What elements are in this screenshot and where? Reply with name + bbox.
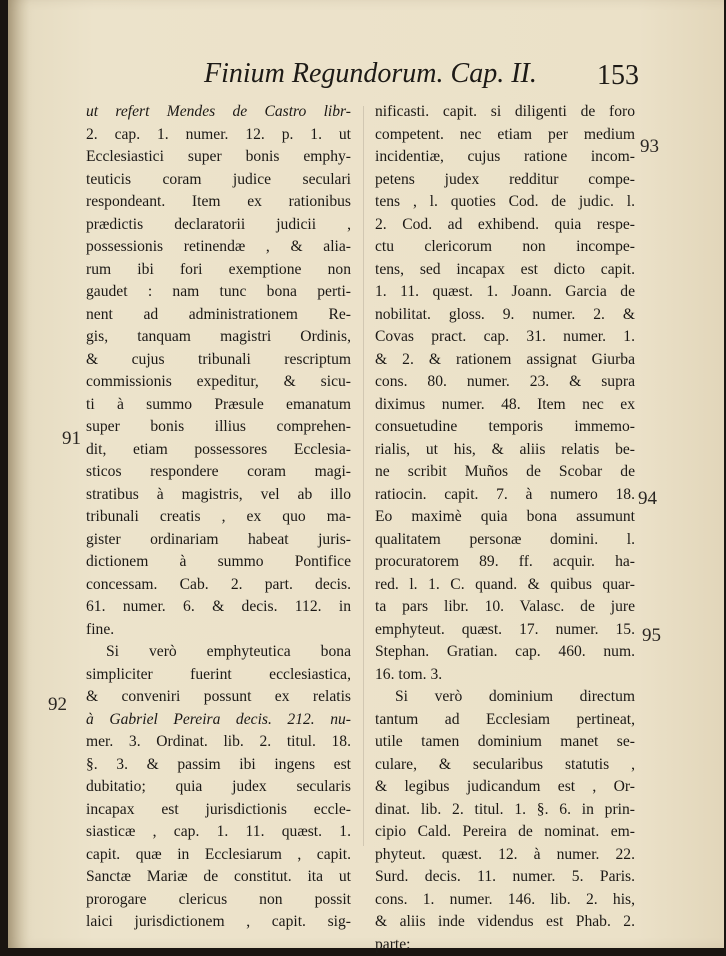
text-line: consuetudine temporis immemo- xyxy=(375,416,635,439)
text-line: & conveniri possunt ex relatis xyxy=(86,686,351,709)
text-line: procuratorem 89. ff. acquir. ha- xyxy=(375,551,635,574)
text-line: incapax est jurisdictionis eccle- xyxy=(86,799,351,822)
margin-note-number: 92 xyxy=(48,694,67,716)
text-line: respondeant. Item ex rationibus xyxy=(86,191,351,214)
text-line: gister ordinariam habeat juris- xyxy=(86,529,351,552)
text-line: Sanctæ Mariæ de constitut. ita ut xyxy=(86,866,351,889)
text-line: Stephan. Gratian. cap. 460. num. xyxy=(375,641,635,664)
text-line: nobilitat. gloss. 9. numer. 2. & xyxy=(375,304,635,327)
text-line: cipio Cald. Pereira de nominat. em- xyxy=(375,821,635,844)
text-line: Surd. decis. 11. numer. 5. Paris. xyxy=(375,866,635,889)
text-line: cons. 1. numer. 146. lib. 2. his, xyxy=(375,889,635,912)
running-header xyxy=(204,58,634,98)
text-line: ne scribit Muños de Scobar de xyxy=(375,461,635,484)
margin-note-number: 91 xyxy=(62,428,81,450)
text-line: 61. numer. 6. & decis. 112. in xyxy=(86,596,351,619)
text-line: sticos respondere coram magi- xyxy=(86,461,351,484)
text-line: red. l. 1. C. quand. & quibus quar- xyxy=(375,574,635,597)
text-line: §. 3. & passim ibi ingens est xyxy=(86,754,351,777)
text-line: dubitatio; quia judex secularis xyxy=(86,776,351,799)
page-number: 153 xyxy=(597,60,639,92)
text-line: & 2. & rationem assignat Giurba xyxy=(375,349,635,372)
text-line: petens judex redditur compe- xyxy=(375,169,635,192)
text-line: diximus numer. 48. Item nec ex xyxy=(375,394,635,417)
left-text-column xyxy=(86,101,351,934)
text-line: & aliis inde videndus est Phab. 2. xyxy=(375,911,635,934)
text-line: 2. cap. 1. numer. 12. p. 1. ut xyxy=(86,124,351,147)
text-line: ut refert Mendes de Castro libr- xyxy=(86,101,351,124)
text-line: tribunali creatis , ex quo ma- xyxy=(86,506,351,529)
margin-note-number: 95 xyxy=(642,625,661,647)
text-line: competent. nec etiam per medium xyxy=(375,124,635,147)
text-line: à Gabriel Pereira decis. 212. nu- xyxy=(86,709,351,732)
text-line: rialis, ut his, & aliis relatis be- xyxy=(375,439,635,462)
right-text-column xyxy=(375,101,635,956)
margin-note-number: 94 xyxy=(638,488,657,510)
text-line: & cujus tribunali rescriptum xyxy=(86,349,351,372)
margin-note-number: 93 xyxy=(640,136,659,158)
text-line: concessam. Cab. 2. part. decis. xyxy=(86,574,351,597)
text-line: super bonis illius comprehen- xyxy=(86,416,351,439)
text-line: ti à summo Præsule emanatum xyxy=(86,394,351,417)
text-line: dinat. lib. 2. titul. 1. §. 6. in prin- xyxy=(375,799,635,822)
text-line: nent ad administrationem Re- xyxy=(86,304,351,327)
text-line: dictionem à summo Pontifice xyxy=(86,551,351,574)
text-line: qualitatem personæ domini. l. xyxy=(375,529,635,552)
text-line: culare, & secularibus statutis , xyxy=(375,754,635,777)
text-line: possessionis retinendæ , & alia- xyxy=(86,236,351,259)
text-line: 1. 11. quæst. 1. Joann. Garcia de xyxy=(375,281,635,304)
text-line: ratiocin. capit. 7. à numero 18. xyxy=(375,484,635,507)
text-line: tens, sed incapax est dicto capit. xyxy=(375,259,635,282)
column-gutter xyxy=(363,106,364,846)
text-line: commissionis expeditur, & sicu- xyxy=(86,371,351,394)
text-line: teuticis coram judice seculari xyxy=(86,169,351,192)
text-line: gaudet : nam tunc bona perti- xyxy=(86,281,351,304)
text-line: fine. xyxy=(86,619,351,642)
text-line: prorogare clericus non possit xyxy=(86,889,351,912)
text-line: Eo maximè quia bona assumunt xyxy=(375,506,635,529)
text-line: 16. tom. 3. xyxy=(375,664,635,687)
text-line: simpliciter fuerint ecclesiastica, xyxy=(86,664,351,687)
text-line: rum ibi fori exemptione non xyxy=(86,259,351,282)
text-line: dit, etiam possessores Ecclesia- xyxy=(86,439,351,462)
text-line: stratibus à magistris, vel ab illo xyxy=(86,484,351,507)
running-title: Finium Regundorum. Cap. II. xyxy=(204,58,537,89)
text-line: nificasti. capit. si diligenti de foro xyxy=(375,101,635,124)
text-line: prædictis declaratorii judicii , xyxy=(86,214,351,237)
text-line: emphyteut. quæst. 17. numer. 15. xyxy=(375,619,635,642)
text-line: incidentiæ, cujus ratione incom- xyxy=(375,146,635,169)
text-line: Si verò dominium directum xyxy=(375,686,635,709)
book-page xyxy=(8,0,724,948)
text-line: gis, tanquam magistri Ordinis, xyxy=(86,326,351,349)
text-line: cons. 80. numer. 23. & supra xyxy=(375,371,635,394)
text-line: laici jurisdictionem , capit. sig- xyxy=(86,911,351,934)
text-line: utile tamen dominium manet se- xyxy=(375,731,635,754)
text-line: phyteut. quæst. 12. à numer. 22. xyxy=(375,844,635,867)
text-line: Covas pract. cap. 31. numer. 1. xyxy=(375,326,635,349)
text-line: Si verò emphyteutica bona xyxy=(86,641,351,664)
text-line: ta pars libr. 10. Valasc. de jure xyxy=(375,596,635,619)
text-line: mer. 3. Ordinat. lib. 2. titul. 18. xyxy=(86,731,351,754)
text-line: tens , l. quoties Cod. de judic. l. xyxy=(375,191,635,214)
text-line: capit. quæ in Ecclesiarum , capit. xyxy=(86,844,351,867)
text-line: Ecclesiastici super bonis emphy- xyxy=(86,146,351,169)
text-line: parte: xyxy=(375,934,635,956)
text-line: & legibus judicandum est , Or- xyxy=(375,776,635,799)
text-line: ctu clericorum non incompe- xyxy=(375,236,635,259)
text-line: 2. Cod. ad exhibend. quia respe- xyxy=(375,214,635,237)
text-line: tantum ad Ecclesiam pertineat, xyxy=(375,709,635,732)
text-line: siasticæ , cap. 1. 11. quæst. 1. xyxy=(86,821,351,844)
